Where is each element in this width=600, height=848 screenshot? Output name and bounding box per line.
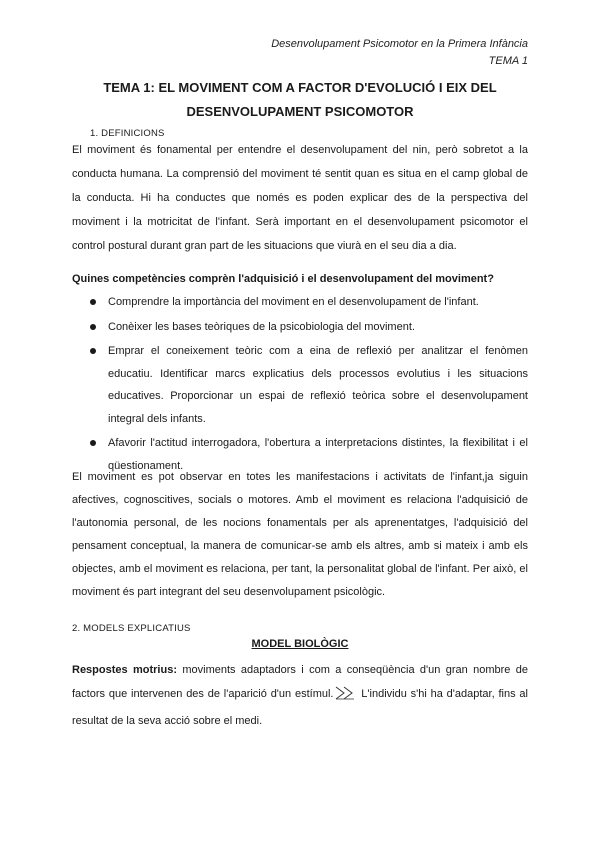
model-biologic-paragraph (72, 658, 528, 733)
list-item: Comprendre la importància del moviment en el desenvolupament de l'infant. (72, 291, 528, 314)
term-respostes-motrius: Respostes motrius: (72, 664, 177, 676)
section-heading-models: 2. MODELS EXPLICATIUS (72, 623, 191, 634)
bullet-icon (90, 324, 96, 330)
definitions-paragraph: El moviment és fonamental per entendre el desenvolupament del nin, però sobretot a la conducta humana. La comprensió del moviment té sentit quan es situa en el camp global de la conducta. Hi ha conductes que només es poden explicar des de la perspectiva del moviment i la motricitat de l'infant. Serà important en el desenvolupament psicomotor el control postural durant gran part de les situacions que viurà en el seu dia a dia. (72, 144, 528, 252)
title-line-1: TEMA 1: EL MOVIMENT COM A FACTOR D'EVOLUCIÓ I EIX DEL (103, 80, 497, 95)
document-title (72, 76, 528, 124)
header-topic: TEMA 1 (488, 55, 528, 67)
header-course-title: Desenvolupament Psicomotor en la Primera Infància (271, 38, 528, 50)
bullet-icon (90, 348, 96, 354)
competencies-question: Quines competències comprèn l'adquisició i el desenvolupament del moviment? (72, 273, 494, 285)
model-subheading: MODEL BIOLÒGIC (251, 638, 349, 650)
movement-paragraph: El moviment es pot observar en totes les manifestacions i activitats de l'infant,ja siguin afectives, cognoscitives, socials o motores. Amb el moviment es relaciona l'adquisició de l'autonomia personal, de les nocions fonamentals per als aprenentatges, l'adquisició del pensament conceptual, la manera de comunicar-se amb els altres, amb si mateix i amb els objectes, amb el moviment es relaciona, per tant, la personalitat global de l'infant. Per això, el moviment és part integrant del seu desenvolupament psicològic. (72, 471, 528, 598)
page-header (271, 36, 528, 70)
bullet-icon (90, 299, 96, 305)
list-item: Conèixer les bases teòriques de la psicobiologia del moviment. (72, 316, 528, 339)
bullet-icon (90, 440, 96, 446)
double-chevron-right-icon (334, 685, 356, 709)
list-item: Emprar el coneixement teòric com a eina de reflexió per analitzar el fenòmen educatiu. Identificar marcs explicatius dels processos evolutius i les situacions educatives. Proporcionar un espai de reflexió teòrica sobre el desenvolupament integral dels infants. (72, 340, 528, 430)
title-line-2: DESENVOLUPAMENT PSICOMOTOR (186, 104, 414, 119)
list-item: Afavorir l'actitud interrogadora, l'obertura a interpretacions distintes, la flexibilitat i el qüestionament. (72, 432, 528, 477)
model-text-part-2: L'individu s'hi ha d'adaptar, fins al resultat de la seva acció sobre el medi. (72, 688, 528, 727)
section-heading-definicions: 1. DEFINICIONS (90, 128, 165, 139)
competencies-list (72, 291, 528, 479)
model-text-part-1: moviments adaptadors i com a conseqüència d'un gran nombre de factors que intervenen des de l'aparició d'un estímul. (72, 664, 528, 700)
